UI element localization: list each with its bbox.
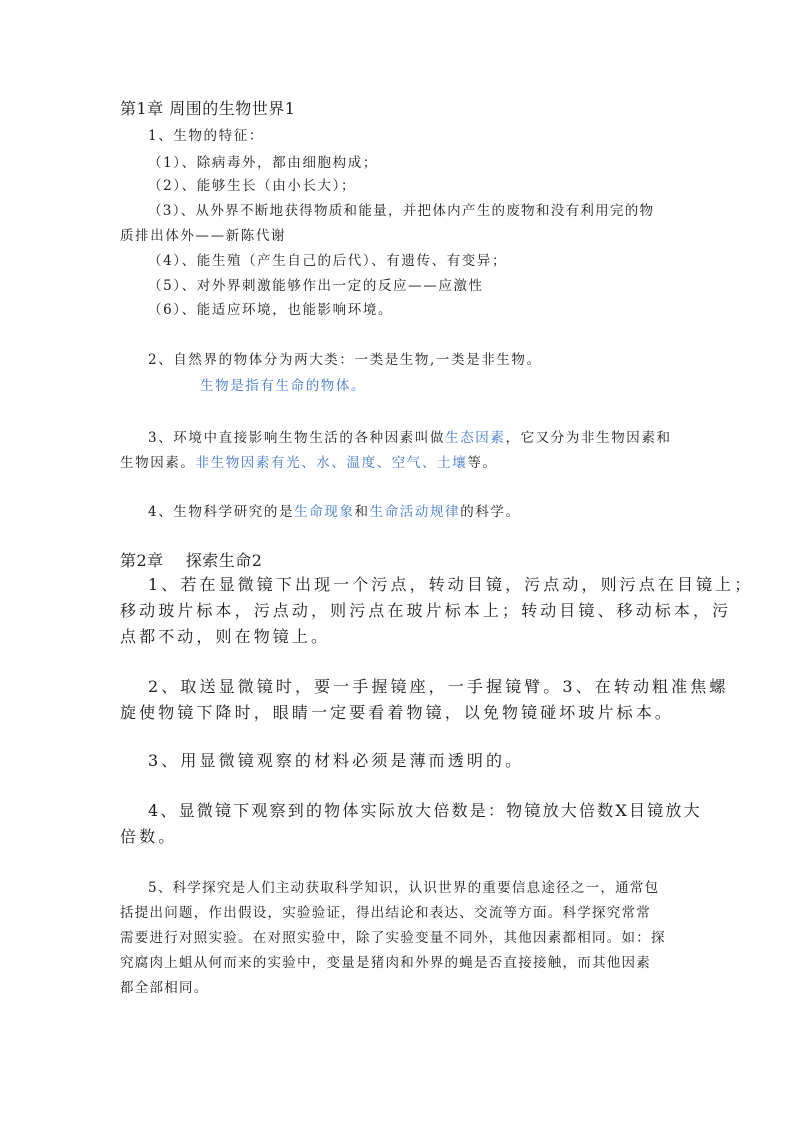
ch1-item4-life-phenomena: 生命现象	[294, 504, 355, 520]
chapter-1-title: 第1章 周围的生物世界1	[120, 99, 296, 118]
ch1-item3-line1	[148, 426, 672, 446]
ch1-item4-text-a: 4、生物科学研究的是	[148, 504, 295, 520]
ch1-item4-and: 和	[354, 504, 370, 520]
ch1-item2-highlight: 生物是指有生命的物体。	[200, 378, 367, 394]
chapter-2-title: 第2章 探索生命2	[120, 551, 263, 570]
ch1-feature-5: （5）、对外界刺激能够作出一定的反应——应激性	[148, 278, 484, 294]
ch1-item3-eco-factor: 生态因素	[445, 430, 506, 446]
ch1-item3-text-b: ，它又分为非生物因素和	[505, 430, 672, 446]
ch2-item4-line1: 4、显微镜下观察到的物体实际放大倍数是：物镜放大倍数X目镜放大	[148, 801, 702, 820]
ch2-item5-line5: 都全部相同。	[120, 980, 209, 996]
ch1-item1-title: 1、生物的特征：	[148, 128, 264, 144]
ch2-item1-line3: 点都不动，则在物镜上。	[120, 627, 331, 646]
ch1-item4-life-rules: 生命活动规律	[369, 504, 461, 520]
ch2-item3: 3、用显微镜观察的材料必须是薄而透明的。	[148, 751, 525, 770]
ch1-feature-6: （6）、能适应环境，也能影响环境。	[148, 302, 394, 318]
ch1-feature-1: （1）、除病毒外，都由细胞构成；	[148, 155, 378, 171]
ch2-item2-line2: 旋使物镜下降时，眼睛一定要看着物镜，以免物镜碰坏玻片标本。	[120, 703, 674, 722]
ch1-feature-3: （3）、从外界不断地获得物质和能量，并把体内产生的废物和没有利用完的物	[148, 203, 655, 219]
ch2-item1-line1: 1、若在显微镜下出现一个污点，转动目镜，污点动，则污点在目镜上；	[148, 575, 754, 594]
ch2-item4-line2: 倍数。	[120, 827, 178, 846]
ch1-item3-text-d: 等。	[467, 455, 498, 471]
ch2-item5-line2: 括提出问题，作出假设，实验验证，得出结论和表达、交流等方面。科学探究常常	[120, 905, 651, 921]
ch1-item4	[148, 500, 521, 520]
ch1-feature-3-cont: 质排出体外——新陈代谢	[120, 228, 287, 244]
ch2-item1-line2: 移动玻片标本，污点动，则污点在玻片标本上；转动目镜、移动标本，污	[120, 601, 732, 620]
ch1-item3-text-c: 生物因素。	[120, 455, 196, 471]
ch1-item4-text-b: 的科学。	[460, 504, 521, 520]
ch2-item2-line1: 2、取送显微镜时，要一手握镜座，一手握镜臂。3、在转动粗准焦螺	[148, 677, 729, 696]
ch1-item3-abiotic-factors: 非生物因素有光、水、温度、空气、土壤	[195, 455, 468, 471]
ch1-item3-text-a: 3、环境中直接影响生物生活的各种因素叫做	[148, 430, 446, 446]
ch1-item2: 2、自然界的物体分为两大类：一类是生物,一类是非生物。	[148, 352, 542, 368]
ch1-item3-line2	[120, 451, 498, 471]
ch2-item5-line4: 究腐肉上蛆从何而来的实验中，变量是猪肉和外界的蝇是否直接接触，而其他因素	[120, 955, 651, 971]
ch2-item5-line1: 5、科学探究是人们主动获取科学知识，认识世界的重要信息途径之一，通常包	[148, 880, 660, 896]
ch1-feature-4: （4）、能生殖（产生自己的后代）、有遗传、有变异；	[148, 253, 508, 269]
ch1-feature-2: （2）、能够生长（由小长大）；	[148, 178, 357, 194]
ch2-item5-line3: 需要进行对照实验。在对照实验中，除了实验变量不同外，其他因素都相同。如：探	[120, 930, 666, 946]
